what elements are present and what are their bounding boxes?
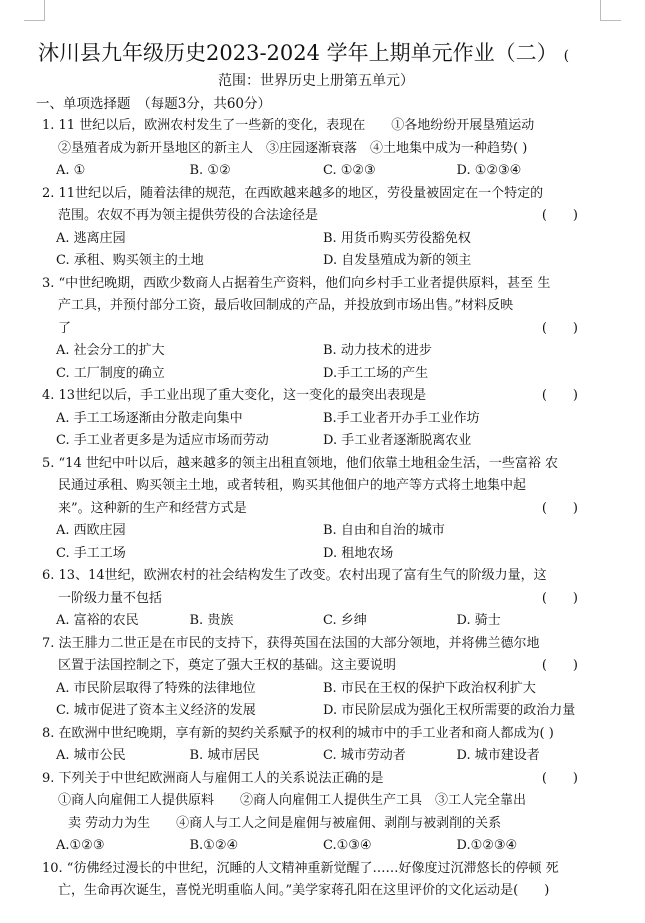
question-stem-line [42, 723, 590, 746]
question-stem-line [42, 385, 590, 408]
question-7 [42, 633, 590, 723]
question-stem-line [42, 633, 590, 656]
options-row [42, 250, 590, 273]
statement-line: 卖 劳动力为生 ④商人与工人之间是雇佣与被雇佣、剥削与被剥削的关系 [68, 815, 502, 831]
worksheet-page [36, 38, 590, 903]
question-stem-text: 亡，生命再次诞生，喜悦光明重临人间。”美学家蒋孔阳在这里评价的文化运动是( ) [58, 883, 550, 898]
option: D. ①②③④ [456, 163, 522, 178]
question-stem-line [42, 880, 590, 903]
statement-line: ①商人向雇佣工人提供原料 ②商人向雇佣工人提供生产工具 ③工人完全靠出 [58, 793, 527, 808]
answer-blank: ( ) [541, 208, 578, 223]
question-4 [42, 385, 590, 453]
answer-blank: ( ) [541, 658, 578, 673]
question-stem-line [42, 205, 590, 228]
option: A. 逃离庄园 [56, 230, 126, 246]
question-stem-line [42, 295, 590, 318]
answer-blank: ( ) [541, 388, 578, 403]
options-row [42, 835, 590, 858]
question-stem-line [42, 858, 590, 881]
option: A. 市民阶层取得了特殊的法律地位 [56, 680, 256, 696]
option: A. 社会分工的扩大 [56, 343, 165, 358]
options-row [42, 700, 590, 723]
question-stem-text: 8. 在欧洲中世纪晚期，享有新的契约关系赋予的权利的城市中的手工业者和商人都成为( ) [42, 725, 554, 741]
question-6 [42, 565, 590, 633]
question-stem-line [42, 115, 590, 138]
options-row [42, 745, 590, 768]
question-stem-text: 5. “14 世纪中叶以后，越来越多的领主出租直领地，他们依靠土地租金生活，一些富裕 农 [42, 455, 558, 471]
options-row [42, 520, 590, 543]
question-stem-line [42, 498, 590, 521]
options-row [42, 543, 590, 566]
option: B. 自由和自治的城市 [323, 523, 445, 538]
question-stem-line [42, 475, 590, 498]
option: C.①③④ [323, 838, 372, 853]
question-stem-text: 了 [58, 320, 72, 336]
options-row [42, 228, 590, 251]
option: D. 骑士 [456, 613, 501, 628]
option: B. 市民在王权的保护下政治权利扩大 [323, 680, 536, 696]
option: B. 城市居民 [189, 748, 260, 763]
question-stem-text: 4. 13世纪以后，手工业出现了重大变化，这一变化的最突出表现是 [42, 388, 427, 403]
title-paren: ( [563, 48, 570, 64]
option: C. 乡绅 [323, 613, 367, 628]
option: D. 租地农场 [323, 545, 394, 561]
options-row [42, 408, 590, 431]
question-stem-text: 区置于法国控制之下，奠定了强大王权的基础。这主要说明 [58, 658, 397, 673]
question-stem-text: 一阶级力量不包括 [58, 590, 163, 606]
options-row [42, 160, 590, 183]
option: A. ① [56, 163, 86, 178]
question-5 [42, 453, 590, 566]
question-stem-text: 6. 13、14世纪，欧洲农村的社会结构发生了改变。农村出现了富有生气的阶级力量，这 [42, 568, 547, 583]
question-9 [42, 768, 590, 858]
option: C. 城市促进了资本主义经济的发展 [56, 703, 256, 718]
option: A. 手工工场逐渐由分散走向集中 [56, 410, 243, 426]
option: B.①②④ [189, 838, 239, 853]
option: C. 手工工场 [56, 545, 126, 561]
question-stem-text: 产工具，并预付部分工资，最后收回制成的产品，并投放到市场出售。”材料反映 [58, 298, 514, 313]
options-row [42, 678, 590, 701]
option: D.手工工场的产生 [323, 365, 429, 381]
option: B. 用货币购买劳役豁免权 [323, 230, 471, 246]
question-1 [42, 115, 590, 183]
option: A. 富裕的农民 [56, 613, 139, 628]
section-heading: 一、单项选择题 （每题3分，共60分） [36, 96, 272, 112]
option: D. 城市建设者 [456, 748, 540, 763]
option: B. ①② [189, 163, 231, 178]
option: D. 自发垦殖成为新的领主 [323, 253, 472, 268]
scope-line: 范围：世界历史上册第五单元） [218, 73, 414, 89]
question-stem-text: 10. “彷佛经过漫长的中世纪，沉睡的人文精神重新觉醒了……好像度过沉滞悠长的停顿 死 [42, 860, 559, 876]
option: D. 手工业者逐渐脱离农业 [323, 433, 472, 448]
question-stem-text: 来”。这种新的生产和经营方式是 [58, 500, 247, 516]
question-stem-line [42, 183, 590, 206]
option: C. 手工业者更多是为适应市场而劳动 [56, 433, 269, 448]
question-stem-line [42, 588, 590, 611]
question-stem-line [42, 453, 590, 476]
options-row [42, 610, 590, 633]
crop-mark-top-left [24, 0, 45, 21]
question-stem-text: 2. 11世纪以后，随着法律的规范，在西欧越来越多的地区，劳役量被固定在一个特定的 [42, 185, 544, 201]
answer-blank: ( ) [541, 500, 578, 516]
options-row [42, 430, 590, 453]
option: C. 工厂制度的确立 [56, 365, 165, 381]
option: C. 承租、购买领主的土地 [56, 253, 204, 268]
question-stem-text: 3. “中世纪晚期，西欧少数商人占据着生产资料，他们向乡村手工业者提供原料，甚至 生 [42, 275, 551, 291]
question-10 [42, 858, 590, 903]
question-stem-text: 民通过承租、购买领主土地，或者转租，购买其他佃户的地产等方式将土地集中起 [58, 478, 527, 493]
question-8 [42, 723, 590, 768]
worksheet-title [38, 38, 590, 71]
answer-blank: ( ) [541, 590, 578, 606]
options-row [42, 340, 590, 363]
question-stem-text: 9. 下列关于中世纪欧洲商人与雇佣工人的关系说法正确的是 [42, 770, 384, 786]
option: A. 西欧庄园 [56, 523, 126, 538]
question-stem-text: ②垦殖者成为新开垦地区的新主人 ③庄园逐渐衰落 ④土地集中成为一种趋势( ) [58, 140, 528, 156]
crop-mark-top-right [600, 0, 621, 21]
question-stem-line [42, 655, 590, 678]
option: D. 市民阶层成为强化王权所需要的政治力量 [323, 703, 576, 718]
question-3 [42, 273, 590, 386]
question-2 [42, 183, 590, 273]
question-stem-line [42, 138, 590, 161]
option: A.①②③ [56, 838, 105, 853]
question-stem-line [42, 768, 590, 791]
options-row [42, 363, 590, 386]
option: B. 动力技术的进步 [323, 343, 432, 358]
title-text: 沐川县九年级历史2023-2024 学年上期单元作业（二） [38, 41, 558, 65]
question-stem-text: 范围。农奴不再为领主提供劳役的合法途径是 [58, 208, 319, 223]
question-stem-line [42, 273, 590, 296]
option: D.①②③④ [456, 838, 518, 853]
question-stem-line [42, 565, 590, 588]
question-list [42, 115, 590, 903]
option: C. ①②③ [323, 163, 376, 178]
answer-blank: ( ) [541, 770, 578, 786]
option: B.手工业者开办手工业作坊 [323, 410, 480, 426]
answer-blank: ( ) [541, 320, 578, 336]
question-stem-text: 1. 11 世纪以后，欧洲农村发生了一些新的变化，表现在 ①各地纷纷开展垦殖运动 [42, 118, 535, 133]
question-stem-line [42, 318, 590, 341]
option: B. 贵族 [189, 613, 234, 628]
option: C. 城市劳动者 [323, 748, 406, 763]
question-stem-text: 7. 法王腓力二世正是在市民的支持下，获得英国在法国的大部分领地，并将佛兰德尔地 [42, 635, 540, 651]
option: A. 城市公民 [56, 748, 126, 763]
